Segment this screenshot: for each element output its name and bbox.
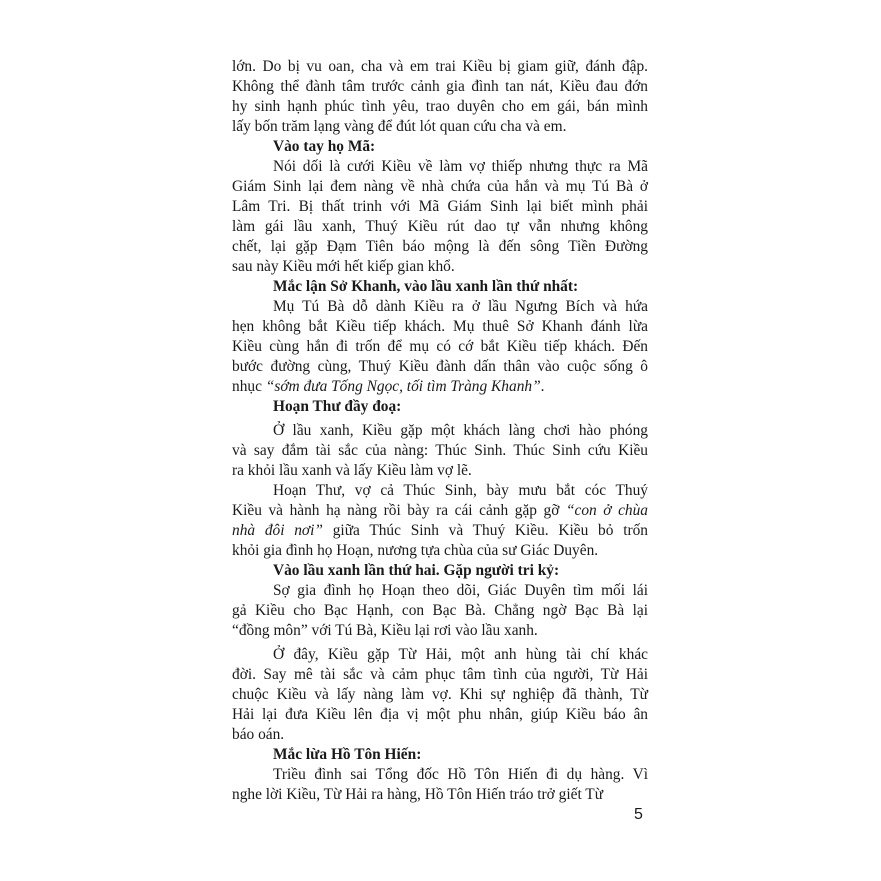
body-paragraph: [232, 581, 648, 641]
line-text: làm gái lầu xanh, Thuý Kiều rút dao tự vẫn nhưng không: [232, 218, 648, 235]
line-text: Không thể đành tâm trước cảnh gia đình tan nát, Kiều đau đớn: [232, 78, 648, 95]
text-line: [232, 542, 598, 559]
line-text: Mắc lận Sở Khanh, vào lầu xanh lần thứ nhất:: [273, 278, 579, 295]
body-paragraph: [232, 645, 648, 745]
line-text: Kiều và hành hạ nàng rồi bày ra cái cảnh gặp gỡ: [232, 502, 566, 519]
text-line: [273, 422, 648, 439]
text-line: [273, 766, 648, 783]
line-text: nhục: [232, 378, 266, 395]
body-paragraph: [232, 421, 648, 481]
line-text: Lâm Tri. Bị thất trinh với Mã Giám Sinh lại biết mình phải: [232, 198, 648, 215]
italic-quote: “sớm đưa Tống Ngọc, tối tìm Tràng Khanh”: [265, 378, 541, 395]
section-heading: [232, 277, 648, 297]
line-text: chết, lại gặp Đạm Tiên báo mộng là đến sông Tiền Đường: [232, 238, 648, 255]
line-text: “đồng môn” với Tú Bà, Kiều lại rơi vào lầu xanh.: [232, 622, 538, 639]
line-text: Ở đây, Kiều gặp Từ Hải, một anh hùng tài chí khác: [273, 646, 648, 663]
text-line: [273, 398, 401, 415]
text-line: [232, 178, 648, 195]
text-line: [232, 786, 603, 803]
text-line: [232, 198, 648, 215]
section-heading: [232, 397, 648, 417]
line-text: Mắc lừa Hồ Tôn Hiến:: [273, 746, 422, 763]
line-text: gả Kiều cho Bạc Hạnh, con Bạc Bà. Chẳng ngờ Bạc Bà lại: [232, 602, 648, 619]
text-line: [232, 318, 648, 335]
italic-quote: “con ở chùa: [565, 502, 648, 519]
text-line: [232, 358, 648, 375]
text-line: [232, 666, 648, 683]
line-text: và say đắm tài sắc của nàng: Thúc Sinh. Thúc Sinh cứu Kiều: [232, 442, 648, 459]
line-text: hẹn không bắt Kiều tiếp khách. Mụ thuê Sở Khanh đánh lừa: [232, 318, 648, 335]
page-body-text: [232, 57, 648, 805]
text-line: [232, 726, 284, 743]
line-text: khỏi gia đình họ Hoạn, nương tựa chùa của sư Giác Duyên.: [232, 542, 599, 559]
line-text: Giám Sinh lại đem nàng về nhà chứa của hắn và mụ Tú Bà ở: [232, 178, 648, 195]
line-text: Hoạn Thư, vợ cả Thúc Sinh, bày mưu bắt cóc Thuý: [273, 482, 648, 499]
text-line: [232, 706, 648, 723]
line-text: Vào tay họ Mã:: [273, 138, 376, 155]
line-text: bước đường cùng, Thuý Kiều đành dấn thân vào cuộc sống ô: [232, 358, 648, 375]
text-line: [232, 78, 648, 95]
text-line: [273, 562, 559, 579]
text-line: [232, 602, 648, 619]
text-line: [273, 746, 421, 763]
text-line: [232, 258, 455, 275]
text-line: [232, 522, 648, 539]
line-text: Mụ Tú Bà dỗ dành Kiều ra ở lầu Ngưng Bích và hứa: [273, 298, 648, 315]
body-paragraph: [232, 481, 648, 561]
text-line: [273, 278, 578, 295]
page-number: 5: [634, 806, 643, 823]
section-heading: [232, 561, 648, 581]
italic-quote: nhà đôi nơi”: [232, 522, 323, 539]
line-text: Kiều cùng hắn đi trốn để mụ có cớ bắt Kiều tiếp khách. Đến: [232, 338, 648, 355]
body-paragraph: [232, 297, 648, 397]
text-line: [273, 482, 648, 499]
text-line: [232, 686, 648, 703]
text-line: [232, 622, 538, 639]
line-text: Hải lại đưa Kiều lên địa vị một phu nhân, giúp Kiều báo ân: [232, 706, 648, 723]
text-line: [232, 338, 648, 355]
line-text-tail: .: [540, 378, 545, 395]
body-paragraph: [232, 765, 648, 805]
text-line: [232, 118, 566, 135]
line-text: Vào lầu xanh lần thứ hai. Gặp người tri kỷ:: [273, 562, 560, 579]
line-text: lấy bốn trăm lạng vàng để đút lót quan cứu cha và em.: [232, 118, 567, 135]
text-line: [232, 98, 648, 115]
section-heading: [232, 137, 648, 157]
line-text: Ở lầu xanh, Kiều gặp một khách làng chơi hào phóng: [273, 422, 648, 439]
line-text: Nói dối là cưới Kiều về làm vợ thiếp nhưng thực ra Mã: [273, 158, 648, 175]
section-heading: [232, 745, 648, 765]
line-text: Sợ gia đình họ Hoạn theo dõi, Giác Duyên tìm mối lái: [273, 582, 648, 599]
line-text: chuộc Kiều và lấy nàng làm vợ. Khi sự nghiệp đã thành, Từ: [232, 686, 648, 703]
line-text: hy sinh hạnh phúc tình yêu, trao duyên cho em gái, bán mình: [232, 98, 648, 115]
text-line: [273, 646, 648, 663]
text-line: [232, 442, 648, 459]
text-line: [232, 58, 648, 75]
line-text: Hoạn Thư đầy đoạ:: [273, 398, 402, 415]
body-paragraph: [232, 57, 648, 137]
line-text: nghe lời Kiều, Từ Hải ra hàng, Hồ Tôn Hiến tráo trở giết Từ: [232, 786, 604, 803]
text-line: [232, 218, 648, 235]
text-line: [273, 298, 648, 315]
line-text: đời. Say mê tài sắc và cảm phục tâm tình của người, Từ Hải: [232, 666, 648, 683]
text-line: [232, 238, 648, 255]
text-line: [273, 582, 648, 599]
text-line: [273, 138, 375, 155]
line-text: báo oán.: [232, 726, 285, 743]
line-text: ra khỏi lầu xanh và lấy Kiều làm vợ lẽ.: [232, 462, 472, 479]
body-paragraph: [232, 157, 648, 277]
line-text: lớn. Do bị vu oan, cha và em trai Kiều bị giam giữ, đánh đập.: [232, 58, 648, 75]
text-line: [232, 378, 545, 395]
text-line: [232, 462, 472, 479]
text-line: [232, 502, 648, 519]
line-text: Triều đình sai Tổng đốc Hồ Tôn Hiến đi dụ hàng. Vì: [273, 766, 648, 783]
line-text-tail: giữa Thúc Sinh và Thuý Kiều. Kiều bỏ trốn: [322, 522, 648, 539]
text-line: [273, 158, 648, 175]
line-text: sau này Kiều mới hết kiếp gian khổ.: [232, 258, 455, 275]
